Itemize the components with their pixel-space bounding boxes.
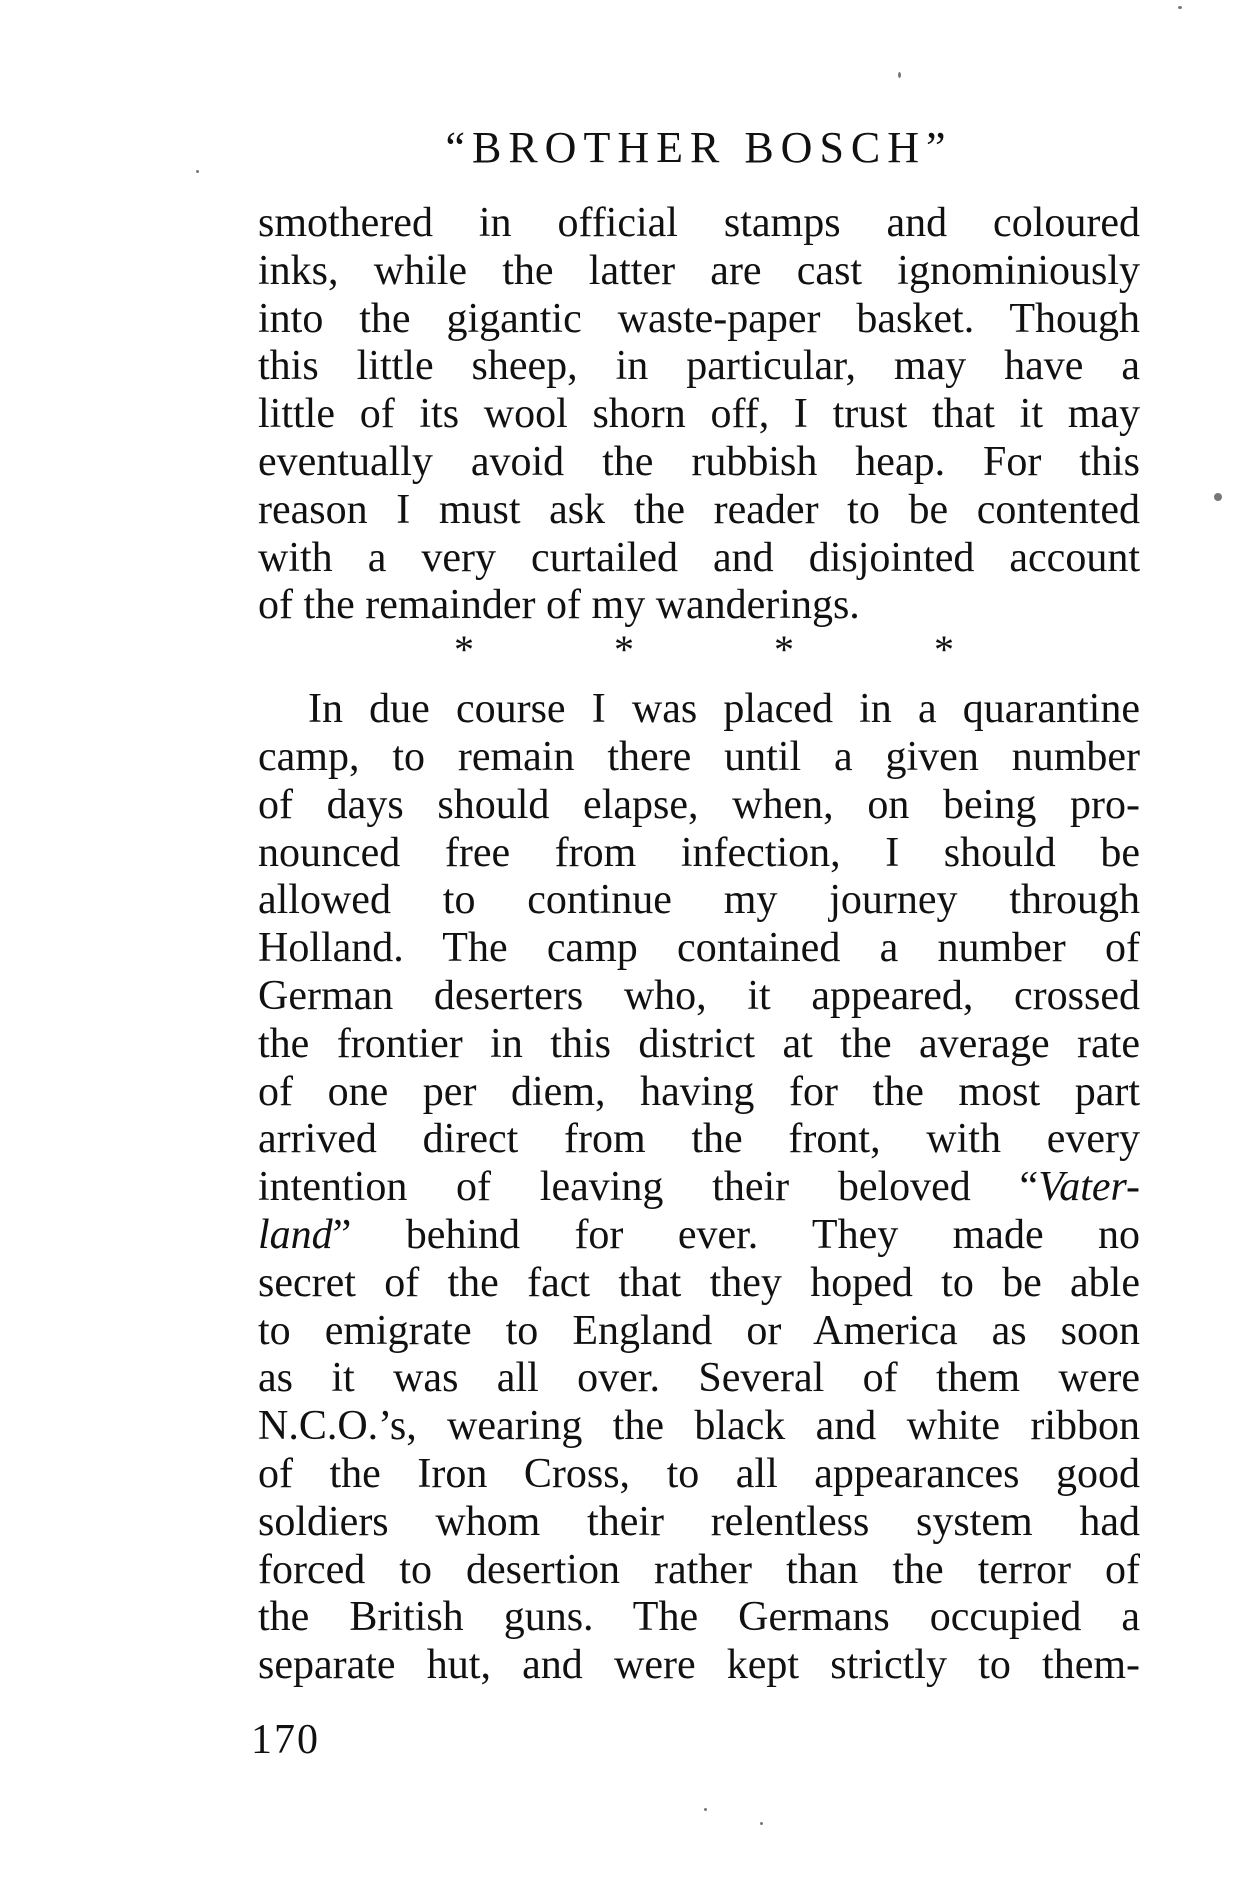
text-line: to emigrate to England or America as soon — [258, 1307, 1140, 1354]
asterisk: * — [934, 627, 954, 673]
text-line: allowed to continue my journey through — [258, 877, 1140, 924]
text-line: of days should elapse, when, on being pro- — [258, 781, 1140, 828]
text-line: eventually avoid the rubbish heap. For this — [258, 438, 1140, 485]
text-line: separate hut, and were kept strictly to them- — [258, 1642, 1140, 1689]
page-number: 170 — [251, 1717, 320, 1763]
text-line: nounced free from infection, I should be — [258, 829, 1140, 876]
text-line: Holland. The camp contained a number of — [258, 925, 1140, 972]
text-line: of the remainder of my wanderings. — [258, 582, 860, 629]
paragraph-1 — [258, 200, 1140, 630]
text-line: inks, while the latter are cast ignominiously — [258, 247, 1140, 294]
text-line: German deserters who, it appeared, crossed — [258, 972, 1140, 1019]
text-line: smothered in official stamps and coloured — [258, 200, 1140, 246]
paragraph-2 — [258, 686, 1140, 1690]
text-line — [258, 1164, 1140, 1212]
asterisk: * — [454, 627, 474, 673]
paper-speck — [1214, 493, 1222, 501]
text-line: camp, to remain there until a given number — [258, 733, 1140, 780]
text-line: secret of the fact that they hoped to be able — [258, 1259, 1140, 1306]
text-line: of one per diem, having for the most part — [258, 1068, 1140, 1115]
text-line: the frontier in this district at the average rate — [258, 1020, 1140, 1067]
running-head: “BROTHER BOSCH” — [445, 123, 953, 172]
text-fragment: intention of leaving their beloved “ — [258, 1164, 1039, 1211]
paper-speck — [898, 72, 901, 78]
text-line: forced to desertion rather than the terror of — [258, 1546, 1140, 1593]
text-line: as it was all over. Several of them were — [258, 1355, 1140, 1402]
text-line: this little sheep, in particular, may have a — [258, 343, 1140, 390]
text-line: In due course I was placed in a quarantine — [308, 686, 1140, 733]
paper-speck — [704, 1808, 707, 1811]
body-text — [258, 200, 1140, 1690]
italic-word: land — [258, 1211, 333, 1258]
text-line: into the gigantic waste-paper basket. Though — [258, 295, 1140, 342]
text-line: reason I must ask the reader to be contented — [258, 486, 1140, 533]
asterisk: * — [614, 627, 634, 673]
paper-speck — [196, 170, 199, 173]
text-line: soldiers whom their relentless system had — [258, 1498, 1140, 1545]
text-line: with a very curtailed and disjointed account — [258, 534, 1140, 581]
asterisk: * — [774, 627, 794, 673]
section-break — [258, 627, 1140, 686]
text-line: little of its wool shorn off, I trust that it may — [258, 391, 1140, 438]
text-line: of the Iron Cross, to all appearances good — [258, 1450, 1140, 1497]
paper-speck — [1178, 6, 1182, 9]
text-line: N.C.O.’s, wearing the black and white ribbon — [258, 1403, 1140, 1450]
text-line — [258, 1212, 1140, 1260]
text-line: the British guns. The Germans occupied a — [258, 1594, 1140, 1641]
text-fragment: ” behind for ever. They made no — [332, 1211, 1140, 1258]
text-line: arrived direct from the front, with every — [258, 1116, 1140, 1163]
italic-word: Vater- — [1038, 1164, 1140, 1211]
paper-speck — [760, 1822, 763, 1825]
